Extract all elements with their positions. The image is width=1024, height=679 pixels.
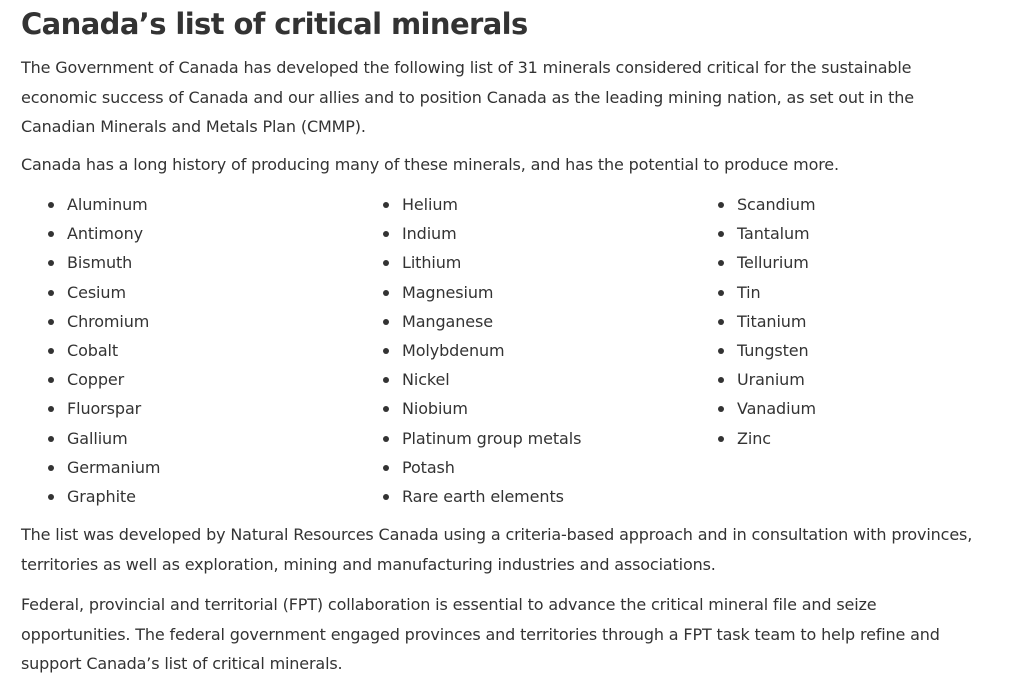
mineral-list-item: Tellurium (715, 248, 816, 277)
mineral-list-item: Aluminum (45, 190, 160, 219)
page-title: Canada’s list of critical minerals (21, 7, 528, 41)
methodology-paragraph (21, 520, 972, 579)
mineral-list-item: Molybdenum (380, 336, 581, 365)
mineral-list-item: Fluorspar (45, 394, 160, 423)
mineral-list-item: Manganese (380, 307, 581, 336)
methodology-line: territories as well as exploration, mining and manufacturing industries and associations. (21, 554, 716, 574)
mineral-list-item: Scandium (715, 190, 816, 219)
mineral-list-item: Vanadium (715, 394, 816, 423)
history-paragraph (21, 150, 839, 180)
mineral-list-item: Indium (380, 219, 581, 248)
history-line: Canada has a long history of producing many of these minerals, and has the potential to produce more. (21, 155, 839, 174)
mineral-list-item: Uranium (715, 365, 816, 394)
mineral-list-item: Tungsten (715, 336, 816, 365)
fpt-collaboration-paragraph (21, 590, 940, 679)
mineral-list-item: Lithium (380, 248, 581, 277)
mineral-list-item: Magnesium (380, 278, 581, 307)
fpt-line: opportunities. The federal government engaged provinces and territories through a FPT task team to help refine and (21, 624, 940, 644)
mineral-list-item: Antimony (45, 219, 160, 248)
mineral-list-item: Germanium (45, 453, 160, 482)
mineral-list-item: Niobium (380, 394, 581, 423)
minerals-list-column-2 (380, 190, 581, 511)
intro-paragraph (21, 53, 914, 142)
intro-line: Canadian Minerals and Metals Plan (CMMP). (21, 117, 366, 136)
mineral-list-item: Titanium (715, 307, 816, 336)
intro-line: The Government of Canada has developed the following list of 31 minerals considered critical for the sustainable (21, 58, 912, 77)
mineral-list-item: Rare earth elements (380, 482, 581, 511)
mineral-list-item: Chromium (45, 307, 160, 336)
minerals-list-column-3 (715, 190, 816, 453)
mineral-list-item: Tantalum (715, 219, 816, 248)
mineral-list-item: Bismuth (45, 248, 160, 277)
mineral-list-item: Platinum group metals (380, 424, 581, 453)
mineral-list-item: Copper (45, 365, 160, 394)
fpt-line: Federal, provincial and territorial (FPT) collaboration is essential to advance the critical mineral file and seize (21, 595, 877, 614)
mineral-list-item: Nickel (380, 365, 581, 394)
mineral-list-item: Graphite (45, 482, 160, 511)
mineral-list-item: Cesium (45, 278, 160, 307)
mineral-list-item: Helium (380, 190, 581, 219)
mineral-list-item: Tin (715, 278, 816, 307)
mineral-list-item: Gallium (45, 424, 160, 453)
mineral-list-item: Potash (380, 453, 581, 482)
fpt-line: support Canada’s list of critical minerals. (21, 654, 343, 673)
mineral-list-item: Cobalt (45, 336, 160, 365)
mineral-list-item: Zinc (715, 424, 816, 453)
minerals-list-column-1 (45, 190, 160, 511)
methodology-line: The list was developed by Natural Resources Canada using a criteria-based approach and in consultation with provinces, (21, 525, 973, 544)
intro-line: economic success of Canada and our allies and to position Canada as the leading mining nation, as set out in the (21, 87, 914, 107)
